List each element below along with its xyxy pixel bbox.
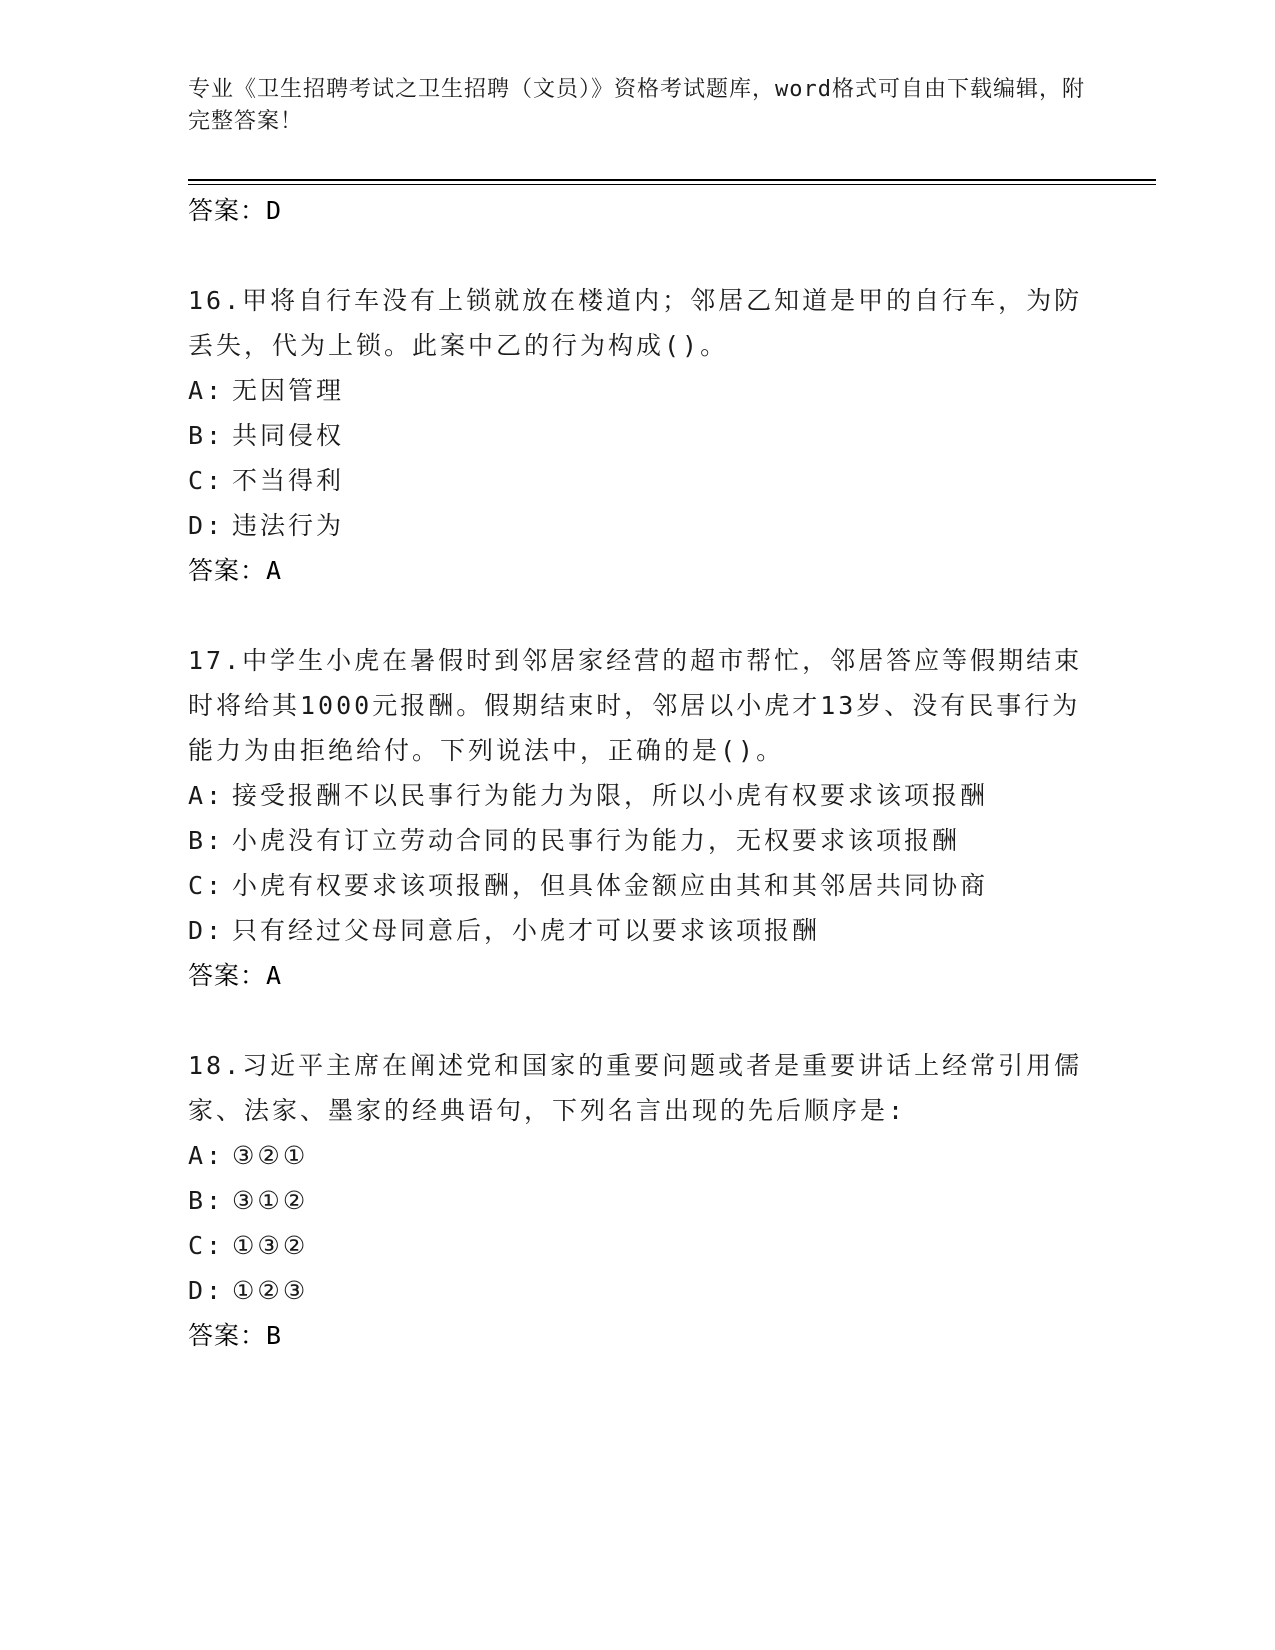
- answer-line: [188, 548, 1088, 594]
- option-text: 共同侵权: [232, 421, 345, 450]
- answer-label: 答案：: [188, 961, 267, 990]
- answer-line: [188, 1313, 1088, 1359]
- option-letter: D:: [188, 1276, 225, 1305]
- option-text: 违法行为: [232, 511, 345, 540]
- header-divider-thick: [188, 179, 1156, 181]
- spacer: [188, 234, 1088, 278]
- option-a: [188, 773, 1088, 818]
- option-c: [188, 1223, 1088, 1268]
- option-d: [188, 1268, 1088, 1313]
- option-letter: B:: [188, 826, 225, 855]
- option-letter: C:: [188, 466, 225, 495]
- option-letter: A:: [188, 1141, 225, 1170]
- question-stem: 18.习近平主席在阐述党和国家的重要问题或者是重要讲话上经常引用儒家、法家、墨家的经典语句，下列名言出现的先后顺序是:: [188, 1051, 1083, 1125]
- option-text: 不当得利: [232, 466, 345, 495]
- answer-value: D: [266, 196, 283, 225]
- option-text: ③②①: [232, 1141, 309, 1170]
- option-letter: C:: [188, 871, 225, 900]
- option-letter: B:: [188, 421, 225, 450]
- answer-value: A: [266, 556, 283, 585]
- question-content: [188, 188, 1088, 1359]
- option-text: 只有经过父母同意后，小虎才可以要求该项报酬: [232, 916, 821, 945]
- option-c: [188, 458, 1088, 503]
- option-b: [188, 818, 1088, 863]
- option-c: [188, 863, 1088, 908]
- answer-label: 答案：: [188, 556, 267, 585]
- answer-value: B: [266, 1321, 283, 1350]
- option-b: [188, 1178, 1088, 1223]
- answer-line: [188, 953, 1088, 999]
- option-text: 小虎有权要求该项报酬，但具体金额应由其和其邻居共同协商: [232, 871, 989, 900]
- option-text: 无因管理: [232, 376, 345, 405]
- option-letter: B:: [188, 1186, 225, 1215]
- question-stem: 17.中学生小虎在暑假时到邻居家经营的超市帮忙，邻居答应等假期结束时将给其1000元报酬。假期结束时，邻居以小虎才13岁、没有民事行为能力为由拒绝给付。下列说法中，正确的是()。: [188, 646, 1083, 765]
- answer-line: [188, 188, 1088, 234]
- spacer: [188, 594, 1088, 638]
- option-d: [188, 908, 1088, 953]
- option-d: [188, 503, 1088, 548]
- option-b: [188, 413, 1088, 458]
- answer-label: 答案：: [188, 1321, 267, 1350]
- answer-value: A: [266, 961, 283, 990]
- option-text: 小虎没有订立劳动合同的民事行为能力，无权要求该项报酬: [232, 826, 961, 855]
- option-letter: D:: [188, 511, 225, 540]
- option-a: [188, 368, 1088, 413]
- option-letter: A:: [188, 376, 225, 405]
- option-letter: A:: [188, 781, 225, 810]
- option-letter: D:: [188, 916, 225, 945]
- option-letter: C:: [188, 1231, 225, 1260]
- option-a: [188, 1133, 1088, 1178]
- option-text: ③①②: [232, 1186, 309, 1215]
- option-text: 接受报酬不以民事行为能力为限，所以小虎有权要求该项报酬: [232, 781, 989, 810]
- document-header: 专业《卫生招聘考试之卫生招聘（文员）》资格考试题库，word格式可自由下载编辑，附完整答案！: [188, 77, 1085, 134]
- question-stem: 16.甲将自行车没有上锁就放在楼道内；邻居乙知道是甲的自行车，为防丢失，代为上锁。此案中乙的行为构成()。: [188, 286, 1083, 360]
- option-text: ①②③: [232, 1276, 309, 1305]
- spacer: [188, 999, 1088, 1043]
- option-text: ①③②: [232, 1231, 309, 1260]
- header-divider-thin: [188, 184, 1156, 185]
- answer-label: 答案：: [188, 196, 267, 225]
